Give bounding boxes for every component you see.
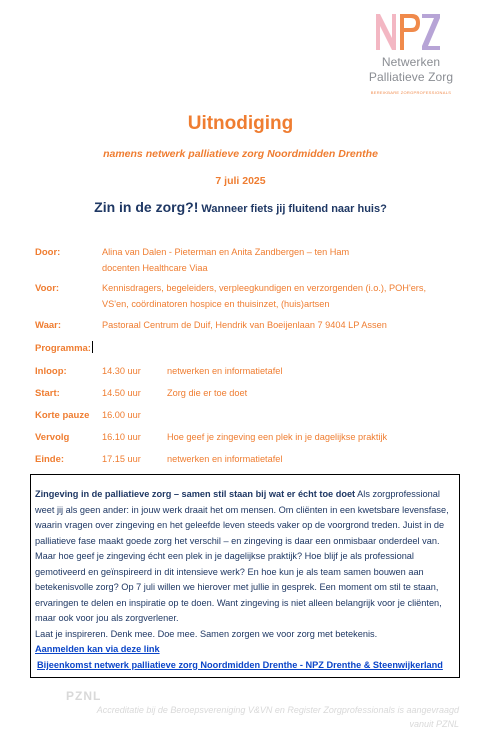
npz-logo-mark-icon xyxy=(372,10,442,52)
info-para-3: Laat je inspireren. Denk mee. Doe mee. Samen zorgen we voor zorg met betekenis. xyxy=(35,628,378,639)
program-time: 14.50 uur xyxy=(102,388,141,398)
logo-line-1: Netwerken xyxy=(381,55,441,69)
headline xyxy=(0,199,481,217)
voor-line-1: Kennisdragers, begeleiders, verpleegkundigen en verzorgenden (i.o.), POH'ers, xyxy=(102,283,427,293)
program-time: 14.30 uur xyxy=(102,366,141,376)
info-box-text xyxy=(35,487,455,673)
info-para-1: Als zorgprofessional weet jij als geen ander: in jouw werk draait het om mensen. Om cliënten in een kwetsbare levensfase, waarin vragen over zingeving en het geleefde leven steeds vaker op de voorgrond treden. Juist in de palliatieve fase maakt goede zorg het verschil – en zingeving is daar een onmisbaar onderdeel van. xyxy=(35,489,449,546)
page-subtitle: namens netwerk palliatieve zorg Noordmidden Drenthe xyxy=(103,148,378,160)
voor-value xyxy=(102,281,462,312)
info-box xyxy=(30,474,460,678)
info-paragraph-1 xyxy=(35,487,455,549)
page-title: Uitnodiging xyxy=(187,113,294,134)
program-time: 16.10 uur xyxy=(102,432,141,442)
program-label: Start: xyxy=(35,388,60,399)
logo-line-2: Palliatieve Zorg xyxy=(368,70,454,84)
event-date: 7 juli 2025 xyxy=(215,175,266,187)
waar-label: Waar: xyxy=(35,320,62,331)
text-cursor xyxy=(92,341,93,353)
accreditation-note: Accreditatie bij de Beroepsvereniging V&VN en Register Zorgprofessionals is aangevraagd vanuit PZNL xyxy=(96,705,459,729)
headline-main: Zin in de zorg?! xyxy=(94,199,199,215)
door-line-1: Alina van Dalen - Pieterman en Anita Zandbergen – ten Ham xyxy=(102,247,350,257)
program-label: Vervolg xyxy=(35,432,70,443)
program-label: Korte pauze xyxy=(35,410,90,421)
door-value xyxy=(102,245,462,276)
programma-label: Programma: xyxy=(35,343,91,354)
program-time: 16.00 uur xyxy=(102,410,141,420)
event-page-link[interactable]: Bijeenkomst netwerk palliatieve zorg Noordmidden Drenthe - NPZ Drenthe & Steenwijkerland xyxy=(37,659,443,670)
door-line-2: docenten Healthcare Viaa xyxy=(102,262,208,273)
program-label: Einde: xyxy=(35,454,65,465)
voor-label: Voor: xyxy=(35,283,60,294)
waar-value: Pastoraal Centrum de Duif, Hendrik van Boeijenlaan 7 9404 LP Assen xyxy=(102,320,387,330)
door-label: Door: xyxy=(35,247,61,258)
program-desc: Hoe geef je zingeving een plek in je dagelijkse praktijk xyxy=(167,432,388,442)
npz-logo xyxy=(356,10,466,102)
program-desc: Zorg die er toe doet xyxy=(167,388,248,398)
info-para-2: Maar hoe geef je zingeving écht een plek in je dagelijkse praktijk? Hoe blijf je als professional gemotiveerd en geïnspireerd in dit intensieve werk? En hoe kun je als team samen bouwen aan betekenisvolle zorg? Op 7 juli willen we hierover met jullie in gesprek. Een moment om stil te staan, ervaringen te delen en inspiratie op te doen. Want zingeving is niet alleen belangrijk voor je cliënten, maar ook voor jou als zorgverlener. xyxy=(35,551,442,623)
info-lead: Zingeving in de palliatieve zorg – samen stil staan bij wat er écht toe doet xyxy=(35,489,356,499)
voor-line-2: VS'en, coördinatoren hospice en thuisinzet, (huis)artsen xyxy=(102,298,330,309)
pznl-logo: PZNL xyxy=(66,689,102,703)
program-desc: netwerken en informatietafel xyxy=(167,454,283,464)
logo-tagline: BEREIKBARE ZORGPROFESSIONALS xyxy=(370,90,452,95)
program-label: Inloop: xyxy=(35,366,67,377)
register-link[interactable]: Aanmelden kan via deze link xyxy=(35,644,160,654)
program-time: 17.15 uur xyxy=(102,454,141,464)
program-desc: netwerken en informatietafel xyxy=(167,366,283,376)
headline-sub: Wanneer fiets jij fluitend naar huis? xyxy=(198,203,387,215)
